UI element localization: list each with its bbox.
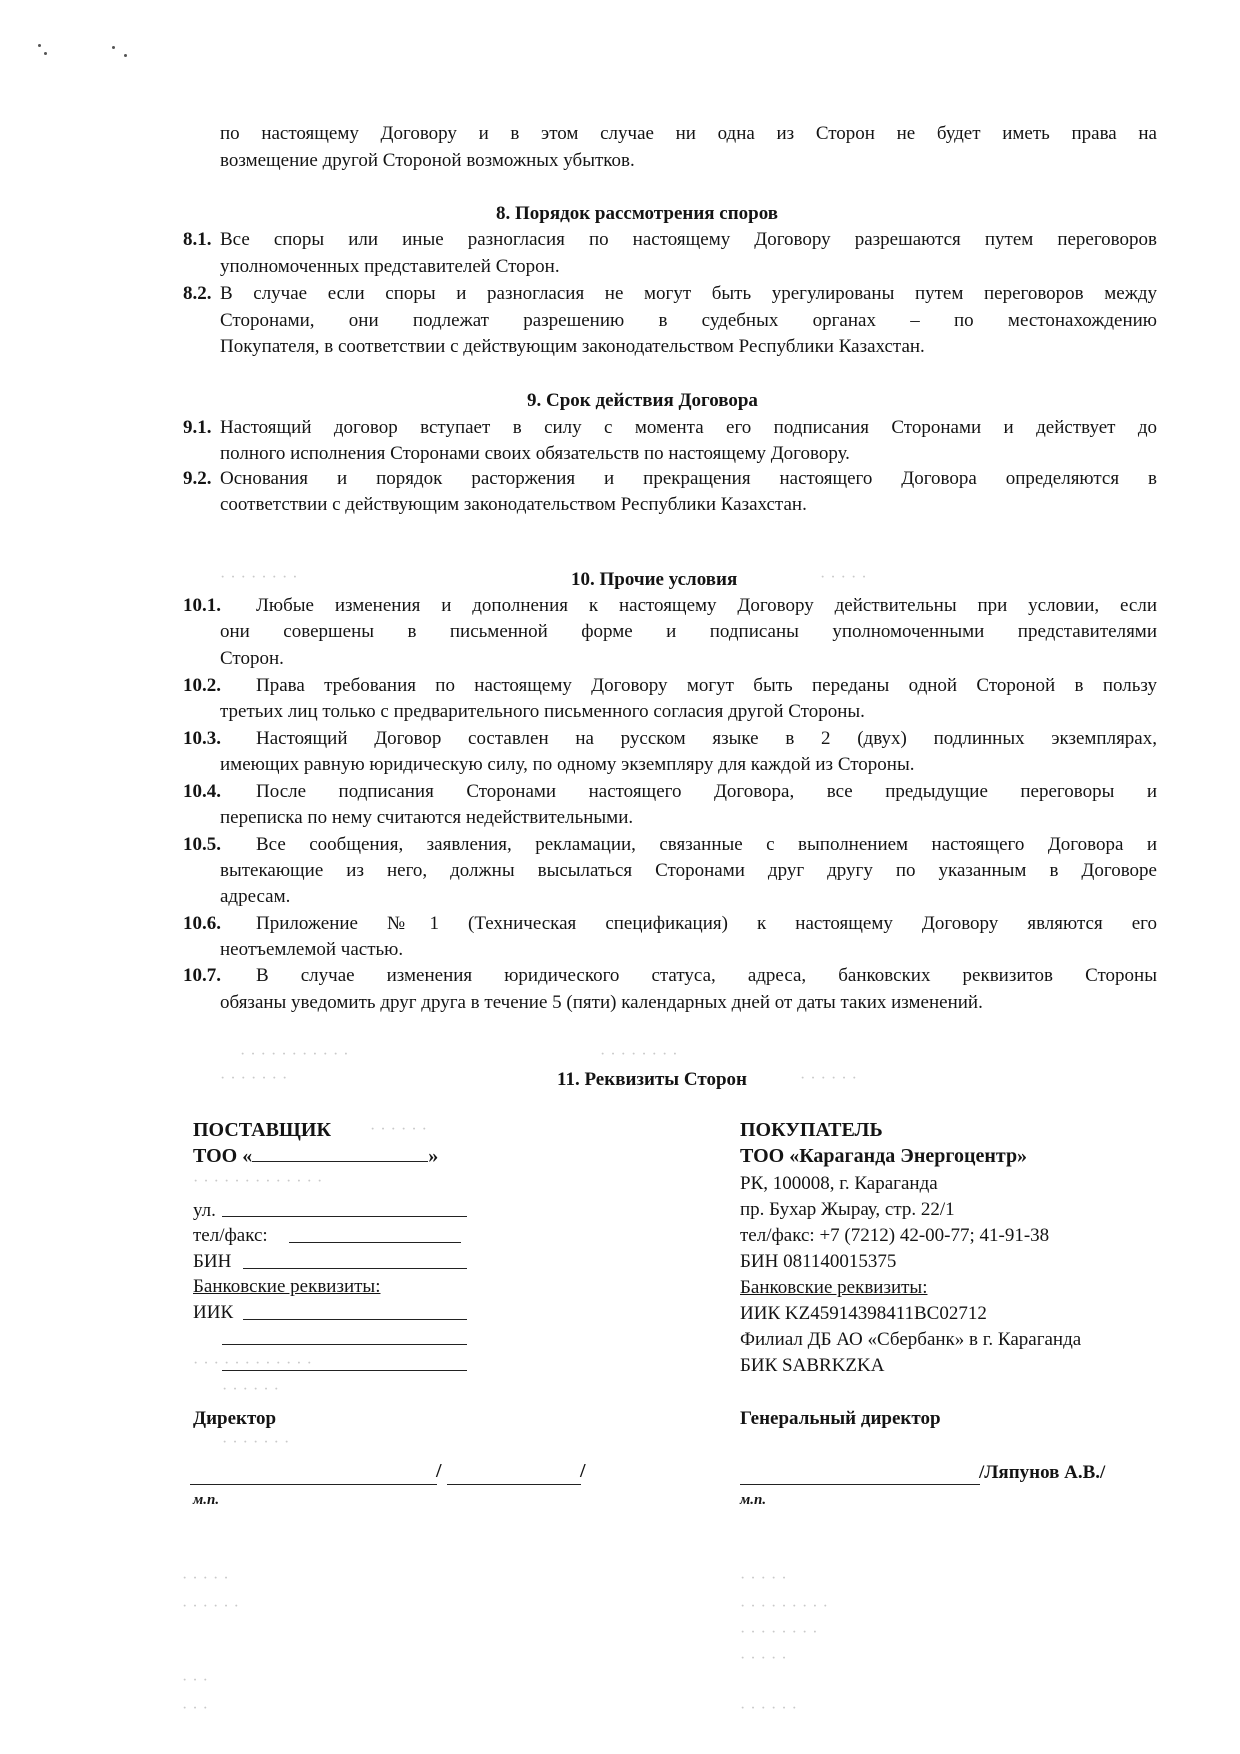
section-9-heading: 9. Срок действия Договора (527, 390, 758, 411)
supplier-company-prefix: ТОО « (193, 1145, 253, 1167)
supplier-phone-label: тел/факс: (193, 1225, 268, 1246)
bleed-through-mark: · · · · · · (222, 1381, 280, 1398)
bleed-through-mark: · · · · · · · · · (740, 1598, 829, 1615)
scan-speck (112, 46, 115, 49)
supplier-stamp-mark: м.п. (193, 1492, 220, 1508)
clause-10-3-line-2: имеющих равную юридическую силу, по одному экземпляру для каждой из Стороны. (220, 754, 915, 775)
clause-9-2-line-1: Основания и порядок расторжения и прекращения настоящего Договора определяются в (220, 468, 1157, 489)
intro-line-1: по настоящему Договору и в этом случае ни одна из Сторон не будет иметь права на (220, 123, 1157, 144)
buyer-signer-title: Генеральный директор (740, 1408, 941, 1429)
bleed-through-mark: · · · · · · · (222, 1434, 290, 1451)
clause-10-6-line-2: неотъемлемой частью. (220, 939, 404, 960)
clause-9-1-line-2: полного исполнения Сторонами своих обязательств по настоящему Договору. (220, 443, 850, 464)
supplier-name-line (447, 1484, 581, 1485)
bleed-through-mark: · · · · · · (740, 1700, 798, 1717)
clause-number: 10.2. (183, 675, 221, 696)
signature-separator: / (436, 1460, 442, 1482)
clause-8-2-line-2: Сторонами, они подлежат разрешению в судебных органах – по местонахождению (220, 310, 1157, 331)
clause-10-5-line-1: Все сообщения, заявления, рекламации, связанные с выполнением настоящего Договора и (256, 834, 1157, 855)
clause-10-2-line-2: третьих лиц только с предварительного письменного согласия другой Стороны. (220, 701, 865, 722)
supplier-phone-blank (289, 1242, 461, 1243)
bleed-through-mark: · · · · · (820, 569, 868, 586)
clause-9-2-line-2: соответствии с действующим законодательством Республики Казахстан. (220, 494, 807, 515)
bleed-through-mark: · · · · · · (800, 1070, 858, 1087)
supplier-iik-blank (243, 1319, 467, 1320)
supplier-bank-blank (222, 1344, 467, 1345)
intro-line-2: возмещение другой Стороной возможных убытков. (220, 150, 635, 171)
clause-8-1-line-1: Все споры или иные разногласия по настоящему Договору разрешаются путем переговоров (220, 229, 1157, 250)
clause-8-2-line-1: В случае если споры и разногласия не могут быть урегулированы путем переговоров между (220, 283, 1157, 304)
clause-8-2-line-3: Покупателя, в соответствии с действующим законодательством Республики Казахстан. (220, 336, 925, 357)
buyer-stamp-mark: м.п. (740, 1492, 767, 1508)
scan-speck (124, 54, 127, 57)
bleed-through-mark: · · · · · · (182, 1598, 240, 1615)
section-11-heading: 11. Реквизиты Сторон (557, 1069, 747, 1090)
buyer-bank-branch: Филиал ДБ АО «Сбербанк» в г. Караганда (740, 1329, 1082, 1350)
clause-8-1-line-2: уполномоченных представителей Сторон. (220, 256, 560, 277)
clause-number: 9.1. (183, 417, 212, 438)
clause-10-7-line-2: обязаны уведомить друг друга в течение 5 (пяти) календарных дней от даты таких изменений. (220, 992, 983, 1013)
bleed-through-mark: · · · · · · · · (740, 1624, 819, 1641)
supplier-signature-line (190, 1484, 437, 1485)
clause-10-1-line-3: Сторон. (220, 648, 284, 669)
section-8-heading: 8. Порядок рассмотрения споров (496, 203, 779, 224)
bleed-through-mark: · · · · · (740, 1570, 788, 1587)
clause-10-2-line-1: Права требования по настоящему Договору могут быть переданы одной Стороной в пользу (256, 675, 1157, 696)
bleed-through-mark: · · · (182, 1672, 209, 1689)
buyer-company: ТОО «Караганда Энергоцентр» (740, 1145, 1028, 1167)
clause-number: 10.5. (183, 834, 221, 855)
supplier-signer-title: Директор (193, 1408, 277, 1429)
supplier-company-suffix: » (428, 1145, 439, 1167)
clause-10-4-line-2: переписка по нему считаются недействительными. (220, 807, 634, 828)
supplier-iik-label: ИИК (193, 1302, 234, 1323)
bleed-through-mark: · · · · · (182, 1570, 230, 1587)
buyer-iik: ИИК KZ45914398411BC02712 (740, 1303, 987, 1324)
clause-number: 10.3. (183, 728, 221, 749)
buyer-title: ПОКУПАТЕЛЬ (740, 1119, 883, 1141)
clause-10-5-line-2: вытекающие из него, должны высылаться Сторонами друг другу по указанным в Договоре (220, 860, 1157, 881)
bleed-through-mark: · · · · · (740, 1650, 788, 1667)
bleed-through-mark: · · · (182, 1700, 209, 1717)
section-10-heading: 10. Прочие условия (571, 569, 738, 590)
clause-10-3-line-1: Настоящий Договор составлен на русском языке в 2 (двух) подлинных экземплярах, (256, 728, 1157, 749)
clause-10-7-line-1: В случае изменения юридического статуса, адреса, банковских реквизитов Стороны (256, 965, 1157, 986)
buyer-bank-label: Банковские реквизиты: (740, 1277, 928, 1298)
buyer-address-line-2: пр. Бухар Жырау, стр. 22/1 (740, 1199, 955, 1220)
clause-number: 10.1. (183, 595, 221, 616)
clause-number: 10.4. (183, 781, 221, 802)
clause-10-1-line-2: они совершены в письменной форме и подписаны уполномоченными представителями (220, 621, 1157, 642)
supplier-company-blank (252, 1145, 428, 1162)
bleed-through-mark: · · · · · · · · · · · · · (193, 1173, 323, 1190)
scan-speck (38, 44, 41, 47)
bleed-through-mark: · · · · · · · · (220, 569, 299, 586)
supplier-street-label: ул. (193, 1200, 216, 1221)
buyer-signer-name: /Ляпунов А.В./ (979, 1462, 1106, 1483)
clause-number: 9.2. (183, 468, 212, 489)
clause-10-5-line-3: адресам. (220, 886, 291, 907)
buyer-signature-line (740, 1484, 980, 1485)
buyer-bin: БИН 081140015375 (740, 1251, 897, 1272)
supplier-street-blank (222, 1216, 467, 1217)
clause-number: 10.7. (183, 965, 221, 986)
clause-number: 8.2. (183, 283, 212, 304)
clause-number: 8.1. (183, 229, 212, 250)
clause-9-1-line-1: Настоящий договор вступает в силу с момента его подписания Сторонами и действует до (220, 417, 1157, 438)
clause-10-1-line-1: Любые изменения и дополнения к настоящему Договору действительны при условии, если (256, 595, 1157, 616)
supplier-bin-blank (243, 1268, 467, 1269)
supplier-bank-label: Банковские реквизиты: (193, 1276, 381, 1297)
supplier-company (193, 1145, 438, 1168)
supplier-title: ПОСТАВЩИК (193, 1119, 331, 1141)
buyer-phone: тел/факс: +7 (7212) 42-00-77; 41-91-38 (740, 1225, 1050, 1246)
scan-speck (44, 52, 47, 55)
buyer-address-line-1: РК, 100008, г. Караганда (740, 1173, 938, 1194)
bleed-through-mark: · · · · · · · · (600, 1046, 679, 1063)
clause-10-4-line-1: После подписания Сторонами настоящего Договора, все предыдущие переговоры и (256, 781, 1157, 802)
bleed-through-mark: · · · · · · · · · · · · (193, 1355, 313, 1372)
clause-number: 10.6. (183, 913, 221, 934)
buyer-bik: БИК SABRKZKA (740, 1355, 885, 1376)
bleed-through-mark: · · · · · · (370, 1121, 428, 1138)
supplier-bin-label: БИН (193, 1251, 232, 1272)
signature-separator: / (580, 1460, 586, 1482)
bleed-through-mark: · · · · · · · (220, 1070, 288, 1087)
bleed-through-mark: · · · · · · · · · · · (240, 1046, 350, 1063)
clause-10-6-line-1: Приложение №1 (Техническая спецификация) к настоящему Договору являются его (256, 913, 1157, 934)
